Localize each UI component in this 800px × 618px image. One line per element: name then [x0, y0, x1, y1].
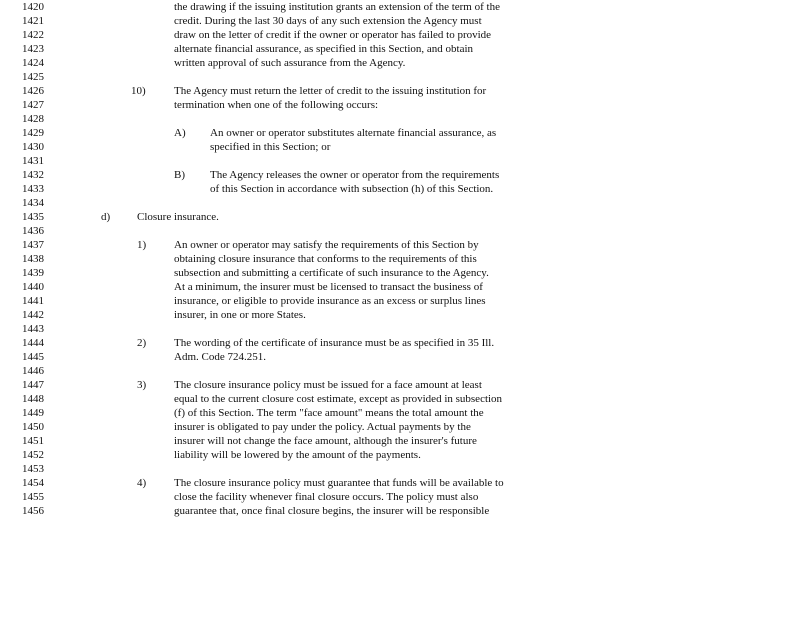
line-text: The closure insurance policy must be issued for a face amount at least [174, 379, 482, 391]
document-line [0, 294, 800, 308]
document-line [0, 420, 800, 434]
line-text: subsection and submitting a certificate of such insurance to the Agency. [174, 267, 489, 279]
line-number: 1446 [22, 365, 44, 377]
item-label: 10) [131, 85, 146, 97]
line-text: Adm. Code 724.251. [174, 351, 266, 363]
line-number: 1431 [22, 155, 44, 167]
line-text: credit. During the last 30 days of any such extension the Agency must [174, 15, 482, 27]
line-number: 1448 [22, 393, 44, 405]
line-text: An owner or operator substitutes alternate financial assurance, as [210, 127, 497, 139]
item-label: B) [174, 169, 185, 181]
line-text: written approval of such assurance from the Agency. [174, 57, 406, 69]
document-line [0, 476, 800, 490]
document-line [0, 238, 800, 252]
line-number: 1437 [22, 239, 44, 251]
document-line [0, 154, 800, 168]
line-text: obtaining closure insurance that conforms to the requirements of this [174, 253, 477, 265]
document-line [0, 28, 800, 42]
item-label: 2) [137, 337, 147, 349]
document-line [0, 322, 800, 336]
document-line [0, 378, 800, 392]
document-line [0, 448, 800, 462]
document-line [0, 112, 800, 126]
document-line [0, 392, 800, 406]
line-text: liability will be lowered by the amount of the payments. [174, 449, 421, 461]
document-line [0, 364, 800, 378]
line-text: The wording of the certificate of insurance must be as specified in 35 Ill. [174, 337, 495, 349]
line-number: 1453 [22, 463, 44, 475]
line-number: 1428 [22, 113, 44, 125]
item-label: 1) [137, 239, 147, 251]
document-line [0, 224, 800, 238]
line-number: 1436 [22, 225, 44, 237]
line-text: the drawing if the issuing institution grants an extension of the term of the [174, 1, 500, 13]
document-line [0, 252, 800, 266]
document-line [0, 140, 800, 154]
line-number: 1441 [22, 295, 44, 307]
line-text: draw on the letter of credit if the owner or operator has failed to provide [174, 29, 492, 41]
line-number: 1426 [22, 85, 44, 97]
line-number: 1424 [22, 57, 44, 69]
item-label: 3) [137, 379, 147, 391]
line-text: of this Section in accordance with subsection (h) of this Section. [210, 183, 494, 195]
line-text: (f) of this Section. The term "face amount" means the total amount the [174, 407, 484, 419]
line-number: 1432 [22, 169, 44, 181]
line-number: 1440 [22, 281, 44, 293]
section-label: d) [101, 211, 111, 223]
document-line [0, 350, 800, 364]
line-number: 1427 [22, 99, 44, 111]
line-text: close the facility whenever final closure occurs. The policy must also [174, 491, 479, 503]
line-number: 1452 [22, 449, 44, 461]
line-number: 1438 [22, 253, 44, 265]
document-line [0, 308, 800, 322]
document-line [0, 126, 800, 140]
line-number: 1439 [22, 267, 44, 279]
line-number: 1430 [22, 141, 44, 153]
line-text: specified in this Section; or [210, 141, 331, 153]
document-line [0, 280, 800, 294]
line-number: 1454 [22, 477, 44, 489]
line-text: insurance, or eligible to provide insurance as an excess or surplus lines [174, 295, 486, 307]
document-line [0, 98, 800, 112]
document-line [0, 168, 800, 182]
line-text: insurer, in one or more States. [174, 309, 306, 321]
line-number: 1422 [22, 29, 44, 41]
line-text: insurer will not change the face amount, although the insurer's future [174, 435, 477, 447]
document-line [0, 182, 800, 196]
document-line [0, 56, 800, 70]
document-line [0, 84, 800, 98]
line-number: 1455 [22, 491, 44, 503]
section-heading: Closure insurance. [137, 211, 219, 223]
line-number: 1445 [22, 351, 44, 363]
document-line [0, 70, 800, 84]
line-number: 1433 [22, 183, 44, 195]
document-line [0, 266, 800, 280]
item-label: A) [174, 127, 186, 139]
document-line [0, 490, 800, 504]
line-number: 1423 [22, 43, 44, 55]
line-number: 1450 [22, 421, 44, 433]
line-number: 1425 [22, 71, 44, 83]
item-label: 4) [137, 477, 147, 489]
line-number: 1435 [22, 211, 44, 223]
line-text: termination when one of the following occurs: [174, 99, 379, 111]
document-line [0, 504, 800, 518]
line-text: The Agency releases the owner or operator from the requirements [210, 169, 500, 181]
document-line [0, 14, 800, 28]
line-text: The Agency must return the letter of credit to the issuing institution for [174, 85, 487, 97]
line-text: equal to the current closure cost estimate, except as provided in subsection [174, 393, 503, 405]
document-line [0, 196, 800, 210]
line-text: insurer is obligated to pay under the policy. Actual payments by the [174, 421, 471, 433]
line-number: 1444 [22, 337, 44, 349]
line-number: 1421 [22, 15, 44, 27]
document-line [0, 462, 800, 476]
line-number: 1442 [22, 309, 44, 321]
document-line [0, 42, 800, 56]
line-number: 1443 [22, 323, 44, 335]
document-line [0, 210, 800, 224]
line-text: alternate financial assurance, as specified in this Section, and obtain [174, 43, 474, 55]
line-text: The closure insurance policy must guarantee that funds will be available to [174, 477, 504, 489]
line-text: An owner or operator may satisfy the requirements of this Section by [174, 239, 479, 251]
line-text: guarantee that, once final closure begins, the insurer will be responsible [174, 505, 490, 517]
line-text: At a minimum, the insurer must be licensed to transact the business of [174, 281, 483, 293]
line-number: 1420 [22, 1, 44, 13]
line-number: 1449 [22, 407, 44, 419]
document-line [0, 0, 800, 14]
document-line [0, 406, 800, 420]
line-number: 1434 [22, 197, 44, 209]
document-line [0, 434, 800, 448]
document-line [0, 336, 800, 350]
line-number: 1456 [22, 505, 44, 517]
line-number: 1429 [22, 127, 44, 139]
line-number: 1451 [22, 435, 44, 447]
line-number: 1447 [22, 379, 44, 391]
